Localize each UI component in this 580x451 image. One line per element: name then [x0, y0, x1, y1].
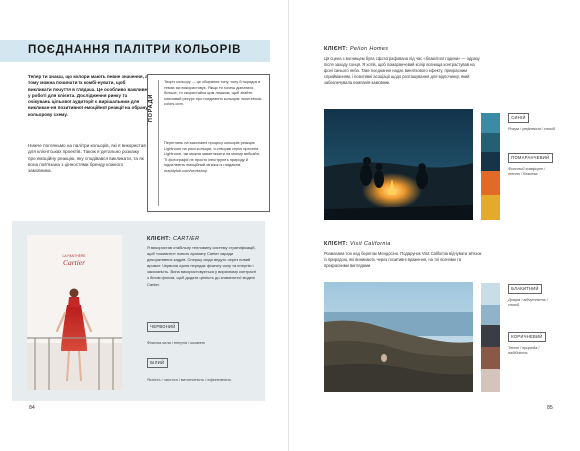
tip-1: Творіт кольору — це обирання тону, тону й порядок в темах які використовує. Якщо ти хочеш дізнатися більше, то скористайся цим ляшком, щоб знайти ключовий ресурс про поєднання кольорів: www.ebook-colors.com. [164, 79, 263, 107]
color-desc-lightblue: Довіра / відчутність / спокій [508, 297, 549, 308]
tips-label: ПОРАДИ [148, 93, 155, 123]
swatch-orange-2 [481, 195, 500, 220]
california-description: Розмазана тон над берегом Мендосіно. Подарунок Visit California відчувати зв'язок із природою, які виникають через позитивні враження, на тлі вогнями та прекрасними виглядами. [324, 251, 482, 268]
color-label-red: ЧЕРВОНИЙ [147, 322, 179, 332]
color-desc-blue: Розум / рефлексія / спокій [508, 126, 556, 131]
swatch-lightblue-1 [481, 283, 500, 305]
color-label-lightblue: БЛАКИТНИЙ [508, 284, 542, 294]
page-number-right: 85 [547, 405, 553, 411]
color-label-blue: СИНІЙ [508, 113, 529, 123]
color-desc-white: Ясність / чистота / витонченість / ефективність [147, 377, 232, 382]
page-number-left: 84 [29, 405, 35, 411]
tips-divider [158, 80, 159, 206]
cartier-photo [27, 235, 122, 390]
swatch-blue-2 [481, 133, 500, 152]
color-desc-brown: Тепло / природа / надійність [508, 345, 540, 356]
page-title: ПОЄДНАННЯ ПАЛІТРИ КОЛЬОРІВ [28, 44, 242, 56]
swatch-lightblue-2 [481, 305, 500, 325]
cartier-logotype: Cartier [62, 258, 86, 267]
pelion-description: Ця сцена з вогнищем була сфотографована під час «блакитної години» — одразу після заходу сонця. Я хотів, щоб помаранчевий колір вогнища контрастував на фоні синього неба. Таке поєднання надає виняткового ефекту, прекрасним сприйманням, і позитивні асоціації щодо розташування для відпочинку, який забезпечувала компанія-замовник. [324, 56, 480, 85]
cartier-client-heading: КЛІЄНТ: CARTIER [147, 236, 200, 242]
color-desc-orange: Фізичний комфорт / тепло / безпека [508, 166, 546, 177]
intro-paragraph-2: Нижче погляньмо на палітри кольорів, які я використав для клієнтських проектів. Також я детально розкажу про емоційну реакцію, яку сподівався викликати, та як вона пов'язана з цінностями бренду кожного замовника. [28, 143, 146, 174]
pelion-campfire-photo [324, 109, 473, 220]
color-label-white: БІЛИЙ [147, 358, 168, 368]
svg-text:LA PANTHÈRE: LA PANTHÈRE [62, 254, 86, 258]
pelion-client-heading: КЛІЄНТ: Pelion Homes [324, 46, 389, 52]
intro-paragraph: Тепер ти знаєш, що колори мають певне значення, а тому можна починати їх комбі-нувати, щоб викликати почуття в глядача. Це особливо важливе у роботі для клієнта. Дослідження ринку та очікувань цільової аудиторії є вирішальним для викликан-ня позитивної емоційної реакції на обрану кольорову схему. [28, 74, 148, 117]
swatch-brown-2 [481, 369, 500, 392]
swatch-dark [481, 325, 500, 347]
cartier-description: Я використав стабільну тепловину систему стратифікацій, щоб «оживити» нового аромату Cartier заради декоративних кадрів. Спершу сюди ведуть через новий аромат. Червона сукня передає фізичну силу та енергію і закоханість. Вона використовується у виразному контрасті з білим фоном, щоб додати цінність до знаменитої моделі Cartier. [147, 245, 257, 287]
swatch-brown-1 [481, 347, 500, 369]
page-gutter [288, 0, 289, 451]
color-label-brown: КОРИЧНЕВИЙ [508, 332, 546, 342]
swatch-blue-1 [481, 113, 500, 133]
swatch-orange-1 [481, 171, 500, 195]
california-client-heading: КЛІЄНТ: Visit California [324, 241, 391, 247]
california-coast-photo [324, 282, 473, 392]
color-label-orange: ПОМАРАНЧЕВИЙ [508, 153, 553, 163]
swatch-blue-3 [481, 152, 500, 171]
color-desc-red: Фізична сила / енергія / кохання [147, 340, 205, 345]
tip-2: Переглянь на виконанні процесу кольорів реакцію Lightroom на різні кольори, я створив серію пресетів Lightroom, які можна завантажити на моєму вебсайті. Ті фотографії не просто ілюструють природу й підсилюють емоційний зв'язок із глядачем. maddyfotr.com/workshop [164, 140, 261, 173]
